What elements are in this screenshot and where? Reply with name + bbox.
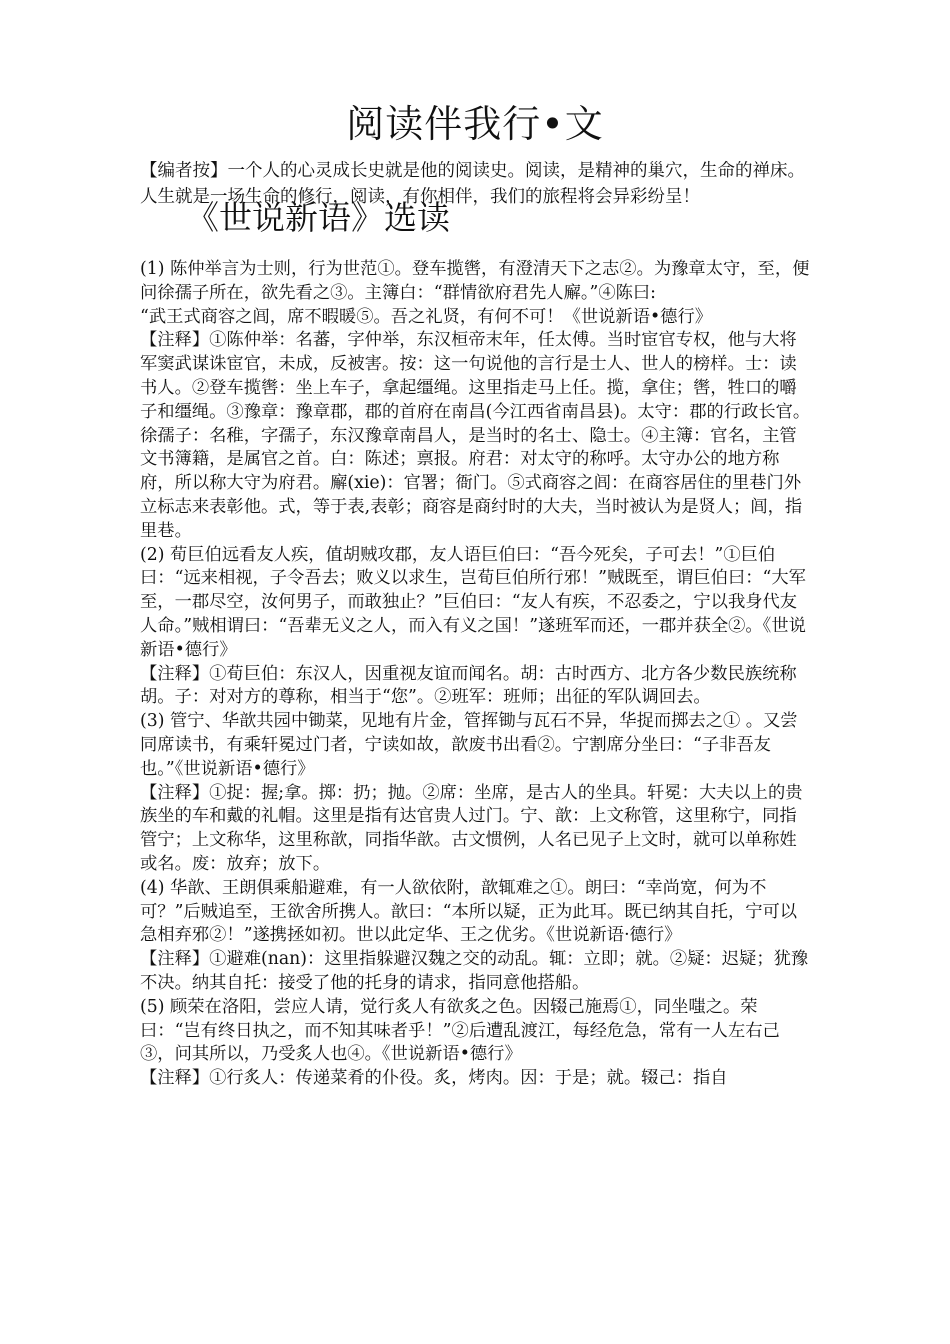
- page-title: 阅读伴我行•文: [346, 102, 604, 146]
- paragraph: (1) 陈仲举言为士则，行为世范①。登车揽辔，有澄清天下之志②。为豫章太守，至，便问徐孺子所在，欲先看之③。主簿白：“群情欲府君先人廨。”④陈曰:: [140, 259, 810, 303]
- paragraph: “武王式商容之闾，席不暇暖⑤。吾之礼贤，有何不可！《世说新语•德行》: [140, 306, 713, 327]
- paragraph: (2) 荀巨伯远看友人疾，值胡贼攻郡，友人语巨伯曰：“吾今死矣，子可去！”①巨伯曰：“远来相视，子令吾去；败义以求生，岂荀巨伯所行邪！”贼既至，谓巨伯曰：“大军至，一郡尽空，汝何男子，而敢独止？”巨伯曰：“友人有疾，不忍委之，宁以我身代友人命。”贼相谓曰：“吾辈无义之人，而入有义之国！”遂班军而还，一郡并获全②。《世说新语•德行》: [140, 544, 806, 660]
- paragraph: 【注释】①行炙人：传递菜肴的仆役。炙，烤肉。因：于是；就。辍己：指自: [140, 1068, 728, 1089]
- paragraph: (4) 华歆、王朗俱乘船避难，有一人欲依附，歆辄难之①。朗曰：“幸尚宽，何为不可？”后贼追至，王欲舍所携人。歆曰：“本所以疑，正为此耳。既已纳其自托，宁可以急相弃邪②！”遂携拯如初。世以此定华、王之优劣。《世说新语·德行》: [140, 877, 798, 946]
- paragraph: 【注释】①荀巨伯：东汉人，因重视友谊而闻名。胡：古时西方、北方各少数民族统称胡。子：对对方的尊称，相当于“您”。②班军：班师；出征的军队调回去。: [140, 663, 797, 708]
- paragraph: (5) 顾荣在洛阳，尝应人请，觉行炙人有欲炙之色。因辍己施焉①，同坐嗤之。荣曰：“岂有终日执之，而不知其味者乎！”②后遭乱渡江，每经危急，常有一人左右己③，问其所以，乃受炙人也④。《世说新语•德行》: [140, 996, 780, 1065]
- editor-note: 【编者按】一个人的心灵成长史就是他的阅读史。阅读，是精神的巢穴，生命的禅床。人生就是一场生命的修行，阅读，有你相伴，我们的旅程将会异彩纷呈！: [140, 161, 805, 207]
- paragraph: (3) 管宁、华歆共园中锄菜，见地有片金，管挥锄与瓦石不异，华捉而掷去之① 。又尝同席读书，有乘轩冕过门者，宁读如故，歆废书出看②。宁割席分坐曰：“子非吾友也。”《世说新语•德行》: [140, 711, 798, 779]
- paragraph: 【注释】①避难(nan)：这里指躲避汉魏之交的动乱。辄：立即；就。②疑：迟疑；犹豫不决。纳其自托：接受了他的托身的请求，指同意他搭船。: [140, 949, 809, 993]
- paragraph: 【注释】①陈仲举：名蕃，字仲举，东汉桓帝末年，任太傅。当时宦官专权，他与大将军窦武谋诛宦官，未成，反被害。按：这一句说他的言行是士人、世人的榜样。士：读书人。②登车揽辔：坐上车子，拿起缰绳。这里指走马上任。揽，拿住；辔，牲口的嚼子和缰绳。③豫章：豫章郡，郡的首府在南昌(今江西省南昌县)。太守：郡的行政长官。徐孺子：名稚，字孺子，东汉豫章南昌人，是当时的名士、隐士。④主簿：官名，主管文书簿籍，是属官之首。白：陈述；禀报。府君：对太守的称呼。太守办公的地方称府，所以称大守为府君。廨(xie)：官署；衙门。⑤式商容之闾：在商容居住的里巷门外立标志来表彰他。式，等于表,表彰；商容是商纣时的大夫，当时被认为是贤人；闾，指里巷。: [140, 330, 811, 541]
- article-body: [140, 258, 812, 1091]
- section-subtitle: 《世说新语》选读: [186, 198, 450, 237]
- paragraph: 【注释】①捉：握;拿。掷：扔；抛。②席：坐席，是古人的坐具。轩冕：大夫以上的贵族坐的车和戴的礼帽。这里是指有达官贵人过门。宁、歆：上文称管，这里称宁，同指管宁；上文称华，这里称歆，同指华歆。古文惯例，人名已见子上文时，就可以单称姓或名。废：放弃；放下。: [140, 782, 803, 874]
